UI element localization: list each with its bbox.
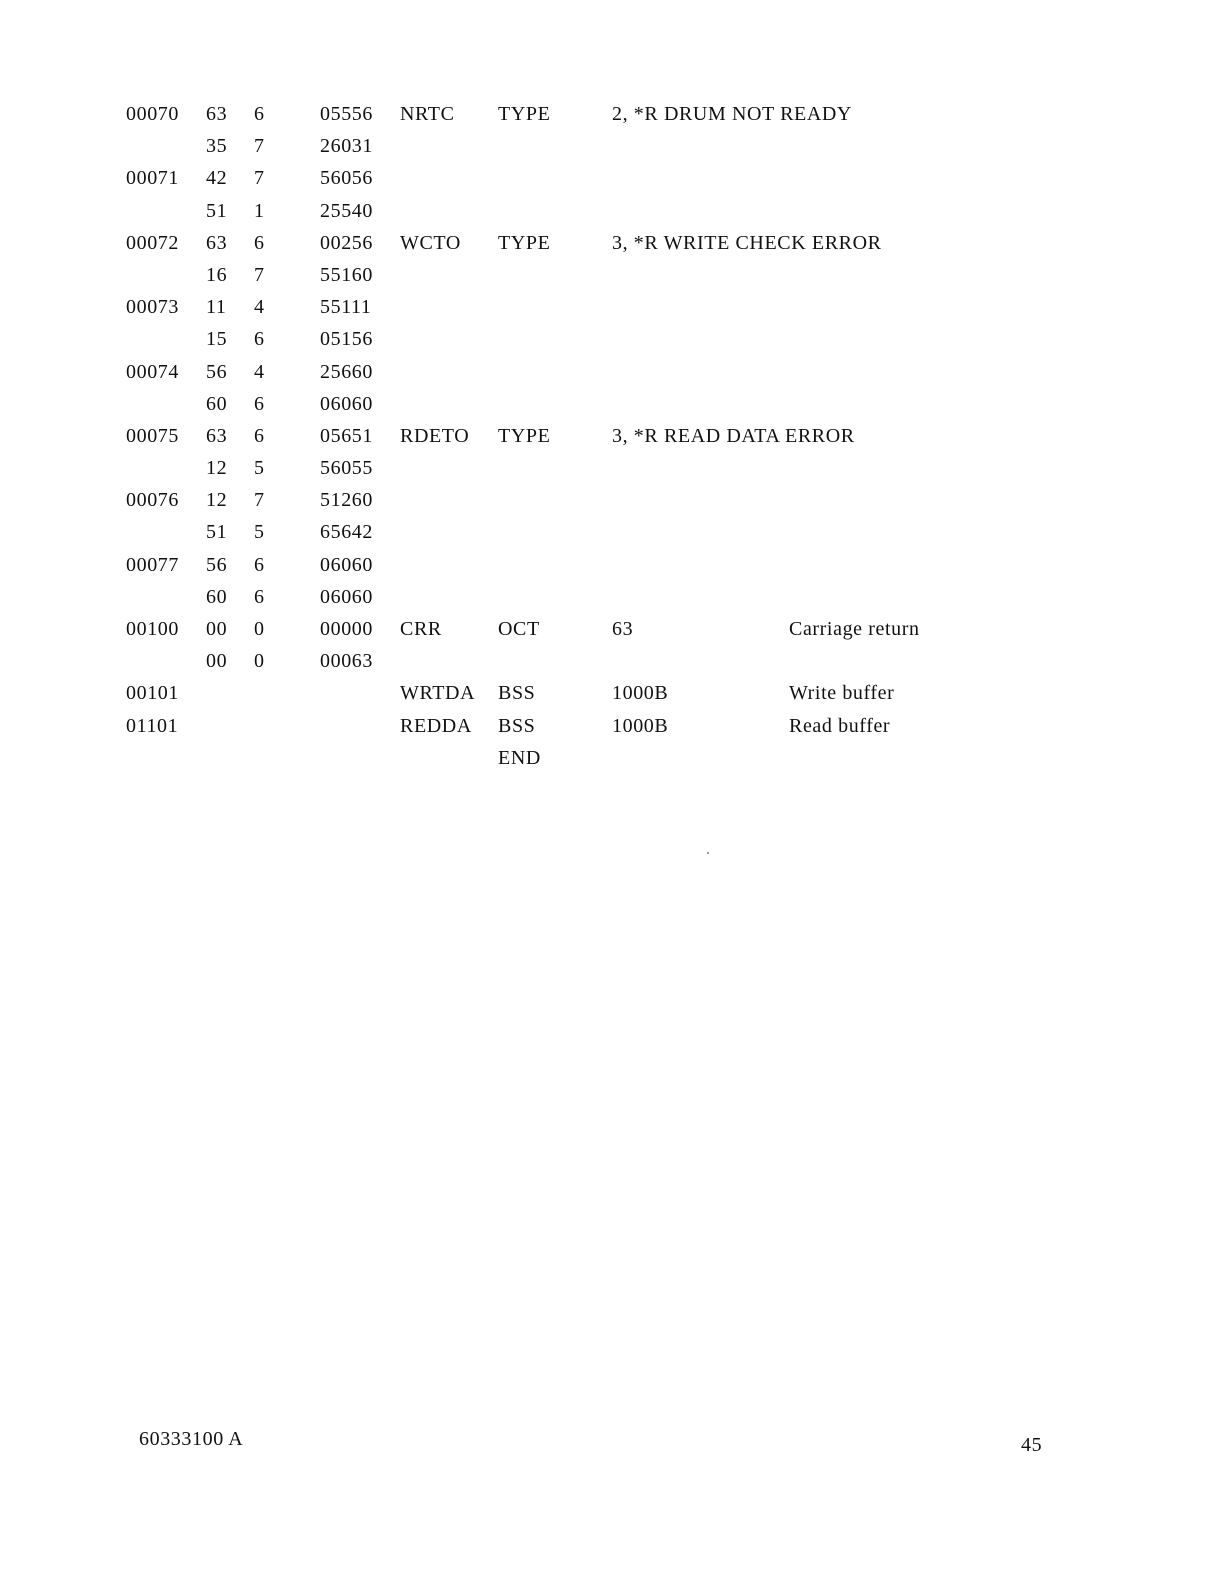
listing-row	[0, 452, 1224, 484]
b-field: 4	[254, 360, 265, 383]
m-field: 51260	[320, 489, 373, 512]
b-field: 5	[254, 521, 265, 544]
b-field: 7	[254, 263, 265, 286]
opcode: 11	[206, 296, 227, 319]
b-field: 7	[254, 167, 265, 190]
listing-row	[0, 98, 1224, 130]
opcode: 00	[206, 650, 228, 673]
listing-row	[0, 291, 1224, 323]
listing-row	[0, 549, 1224, 581]
listing-row	[0, 581, 1224, 613]
listing-row	[0, 323, 1224, 355]
instruction: OCT	[498, 618, 540, 640]
opcode: 60	[206, 392, 228, 415]
opcode: 15	[206, 328, 228, 351]
opcode: 12	[206, 489, 228, 512]
instruction: END	[498, 746, 541, 769]
b-field: 7	[254, 489, 265, 512]
opcode: 63	[206, 424, 228, 447]
m-field: 00063	[320, 650, 373, 673]
instruction: TYPE	[498, 424, 551, 447]
listing-row	[0, 388, 1224, 420]
m-field: 65642	[320, 521, 373, 544]
scan-speck	[707, 852, 709, 854]
label: WCTO	[400, 231, 461, 254]
opcode: 12	[206, 457, 228, 480]
m-field: 05556	[320, 103, 373, 125]
listing-row	[0, 645, 1224, 677]
variable-field: 3, *R WRITE CHECK ERROR	[612, 231, 882, 254]
m-field: 55111	[320, 296, 372, 319]
instruction: BSS	[498, 682, 536, 705]
label: RDETO	[400, 424, 470, 447]
listing-row	[0, 227, 1224, 259]
instruction: TYPE	[498, 231, 551, 254]
address: 00074	[126, 360, 179, 383]
m-field: 06060	[320, 553, 373, 576]
b-field: 6	[254, 553, 265, 576]
listing-row	[0, 420, 1224, 452]
m-field: 06060	[320, 392, 373, 415]
m-field: 00256	[320, 231, 373, 254]
label: REDDA	[400, 714, 472, 737]
listing-row	[0, 613, 1224, 645]
b-field: 5	[254, 457, 265, 480]
label: CRR	[400, 618, 442, 640]
opcode: 56	[206, 360, 228, 383]
listing-row	[0, 130, 1224, 162]
opcode: 63	[206, 231, 228, 254]
listing-row	[0, 484, 1224, 516]
opcode: 60	[206, 585, 228, 608]
address: 00077	[126, 553, 179, 576]
b-field: 6	[254, 231, 265, 254]
document-number: 60333100 A	[139, 1428, 244, 1450]
m-field: 25660	[320, 360, 373, 383]
m-field: 05651	[320, 424, 373, 447]
opcode: 00	[206, 618, 228, 640]
address: 00075	[126, 424, 179, 447]
page-number: 45	[1021, 1434, 1043, 1456]
listing-row	[0, 677, 1224, 709]
m-field: 26031	[320, 135, 373, 158]
instruction: BSS	[498, 714, 536, 737]
variable-field: 63	[612, 618, 634, 640]
comment: Carriage return	[789, 618, 920, 640]
comment: Write buffer	[789, 682, 895, 705]
opcode: 16	[206, 263, 228, 286]
opcode: 56	[206, 553, 228, 576]
listing-row	[0, 259, 1224, 291]
m-field: 56055	[320, 457, 373, 480]
m-field: 56056	[320, 167, 373, 190]
m-field: 06060	[320, 585, 373, 608]
b-field: 0	[254, 618, 265, 640]
label: NRTC	[400, 103, 455, 125]
opcode: 51	[206, 199, 228, 222]
b-field: 6	[254, 392, 265, 415]
label: WRTDA	[400, 682, 476, 705]
address: 00101	[126, 682, 179, 705]
variable-field: 1000B	[612, 682, 669, 705]
m-field: 55160	[320, 263, 373, 286]
address: 01101	[126, 714, 179, 737]
listing-row	[0, 162, 1224, 194]
b-field: 1	[254, 199, 265, 222]
opcode: 42	[206, 167, 228, 190]
address: 00073	[126, 296, 179, 319]
listing-row	[0, 710, 1224, 742]
variable-field: 2, *R DRUM NOT READY	[612, 103, 852, 125]
b-field: 4	[254, 296, 265, 319]
assembly-listing	[0, 98, 1224, 774]
m-field: 00000	[320, 618, 373, 640]
variable-field: 3, *R READ DATA ERROR	[612, 424, 855, 447]
comment: Read buffer	[789, 714, 891, 737]
address: 00071	[126, 167, 179, 190]
b-field: 6	[254, 103, 265, 125]
address: 00070	[126, 103, 179, 125]
address: 00072	[126, 231, 179, 254]
b-field: 0	[254, 650, 265, 673]
instruction: TYPE	[498, 103, 551, 125]
listing-row	[0, 356, 1224, 388]
m-field: 25540	[320, 199, 373, 222]
opcode: 51	[206, 521, 228, 544]
listing-row	[0, 516, 1224, 548]
address: 00100	[126, 618, 179, 640]
b-field: 7	[254, 135, 265, 158]
address: 00076	[126, 489, 179, 512]
m-field: 05156	[320, 328, 373, 351]
listing-row	[0, 742, 1224, 774]
variable-field: 1000B	[612, 714, 669, 737]
opcode: 35	[206, 135, 228, 158]
opcode: 63	[206, 103, 228, 125]
b-field: 6	[254, 424, 265, 447]
b-field: 6	[254, 585, 265, 608]
b-field: 6	[254, 328, 265, 351]
listing-row	[0, 195, 1224, 227]
